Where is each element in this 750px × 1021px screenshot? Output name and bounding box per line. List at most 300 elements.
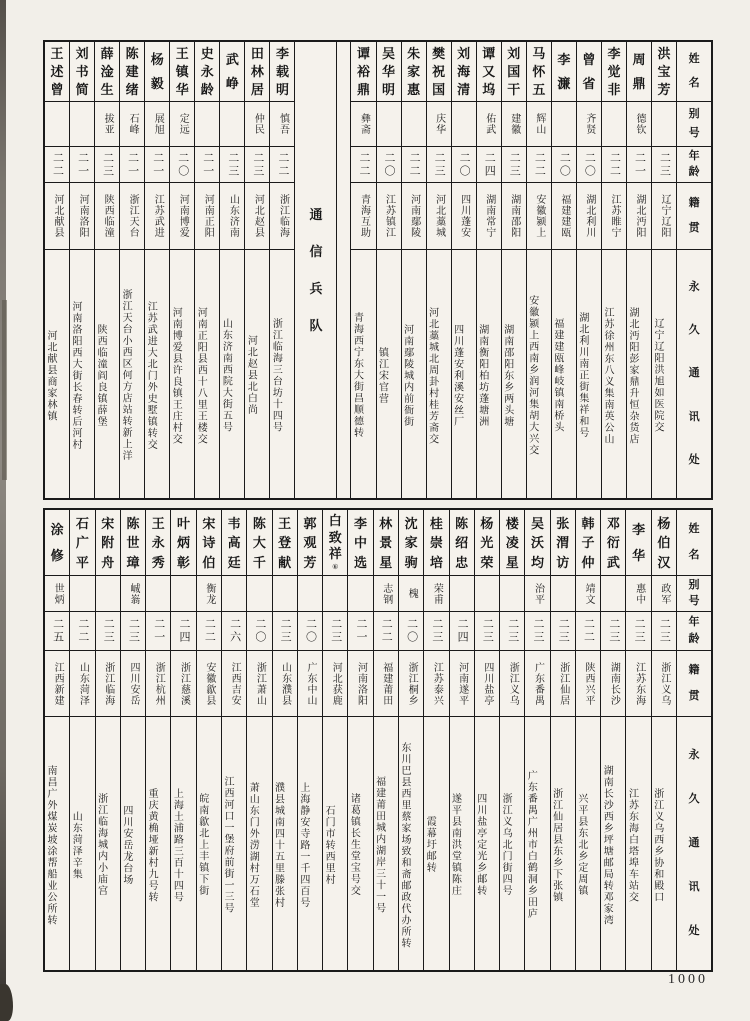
name-cell xyxy=(652,510,676,576)
person-column xyxy=(220,42,245,498)
vertical-text: 二二 xyxy=(408,151,421,178)
char: 洪 xyxy=(657,46,671,61)
vertical-text: 浙江慈溪 xyxy=(178,661,190,706)
address-cell xyxy=(627,250,651,498)
vertical-text: 齐贤 xyxy=(583,113,595,135)
char: 载 xyxy=(275,64,289,79)
char: 觉 xyxy=(607,64,621,79)
char: 武 xyxy=(225,52,239,67)
vertical-text: 河南遂平 xyxy=(456,661,468,706)
name-cell xyxy=(477,42,501,102)
char: 观 xyxy=(303,535,317,550)
person-column xyxy=(95,42,120,498)
vertical-text: 辽宁辽阳 xyxy=(659,194,671,238)
char: 献 xyxy=(278,554,292,570)
byname-cell xyxy=(195,102,219,147)
name-cell xyxy=(70,42,94,102)
person-column xyxy=(626,510,651,970)
vertical-text: 槐 xyxy=(406,588,418,599)
age-cell xyxy=(45,612,69,651)
vertical-text: 东川巴县西里蔡家场致和斋邮政代办所转 xyxy=(398,741,410,949)
char: 伯 xyxy=(657,535,671,550)
address-cell xyxy=(602,250,626,498)
char: 访 xyxy=(556,554,570,570)
vertical-text: 湖北利川南正街集祥和号 xyxy=(576,312,588,439)
origin-cell xyxy=(627,183,651,250)
address-cell xyxy=(351,250,375,498)
vertical-text: 广东中山 xyxy=(304,661,316,706)
name-cell xyxy=(323,510,347,576)
person-column xyxy=(652,510,677,970)
name-cell xyxy=(452,42,476,102)
char: 高 xyxy=(227,535,241,550)
vertical-text: 拔亚 xyxy=(102,113,114,135)
vertical-text: 青海互助 xyxy=(358,194,370,238)
person-column xyxy=(601,510,626,970)
byname-cell xyxy=(424,576,448,612)
char: 别 xyxy=(688,579,700,592)
vertical-text: 二三 xyxy=(430,618,443,644)
vertical-text: 二二 xyxy=(533,151,546,178)
vertical-text: 山东济南 xyxy=(227,194,239,238)
byname-cell xyxy=(273,576,297,612)
vertical-text: 二二 xyxy=(203,618,216,644)
vertical-text: 庆华 xyxy=(433,113,445,135)
char: 华 xyxy=(632,548,646,563)
age-cell xyxy=(95,147,119,183)
age-cell xyxy=(351,147,375,183)
vertical-text: 山东濮县 xyxy=(279,661,291,706)
age-cell xyxy=(247,612,271,651)
address-cell xyxy=(601,717,625,970)
char: 景 xyxy=(379,535,393,550)
header-address-label xyxy=(677,250,711,498)
vertical-text: 二三 xyxy=(658,151,671,178)
char: 邓 xyxy=(606,515,620,531)
vertical-text: 江苏徐州东八义集南英公山 xyxy=(601,306,613,445)
vertical-text: 广东番禺 xyxy=(532,661,544,706)
vertical-text: 河北献县商家林镇 xyxy=(45,329,56,422)
char: 永 xyxy=(151,535,165,550)
vertical-text: 诸葛镇长生堂宝号交 xyxy=(348,793,360,897)
vertical-text: 浙江义乌 xyxy=(507,661,519,706)
address-cell xyxy=(348,717,372,970)
char: 镇 xyxy=(175,64,189,79)
vertical-text: 上海土浦路三百十四号 xyxy=(171,787,183,903)
age-cell xyxy=(323,612,347,651)
char: 国 xyxy=(507,64,521,79)
address-cell xyxy=(171,717,195,970)
char: 华 xyxy=(382,64,396,79)
origin-cell xyxy=(452,183,476,250)
age-cell xyxy=(195,147,219,183)
vertical-text: 浙江义乌北门街四号 xyxy=(500,793,512,897)
vertical-text: 二一 xyxy=(151,151,164,178)
char: 姓 xyxy=(688,523,700,536)
char: 王 xyxy=(278,515,292,531)
address-cell xyxy=(96,717,120,970)
char: 均 xyxy=(530,554,544,570)
char: 荣 xyxy=(480,554,494,570)
origin-cell xyxy=(171,651,195,717)
vertical-text: 二〇 xyxy=(405,618,418,644)
char: 王 xyxy=(151,515,165,531)
address-cell xyxy=(70,717,94,970)
address-cell xyxy=(452,250,476,498)
address-cell xyxy=(270,250,294,498)
vertical-text: 上海静安寺路一千四百号 xyxy=(297,781,309,909)
byname-cell xyxy=(70,576,94,612)
vertical-text: 重庆黄桷垭新村九号转 xyxy=(146,787,158,903)
name-cell xyxy=(374,510,398,576)
byname-cell xyxy=(377,102,401,147)
vertical-text: 江苏武进 xyxy=(152,194,164,238)
vertical-text: 浙江临海三台坊十四号 xyxy=(270,318,282,433)
char: 忠 xyxy=(455,554,469,570)
scan-edge-artifact xyxy=(0,0,6,1021)
char: 鼎 xyxy=(632,76,646,91)
address-cell xyxy=(551,717,575,970)
vertical-text: 辉山 xyxy=(533,113,545,135)
vertical-text: 二二 xyxy=(76,618,89,644)
vertical-text: 世炳 xyxy=(52,582,64,605)
person-column xyxy=(552,42,577,498)
register-table-bottom xyxy=(43,508,713,972)
age-cell xyxy=(602,147,626,183)
person-column xyxy=(70,510,95,970)
origin-cell xyxy=(602,183,626,250)
char: 宋 xyxy=(101,515,115,531)
char: 宋 xyxy=(202,515,216,531)
byname-cell xyxy=(601,576,625,612)
address-cell xyxy=(576,717,600,970)
char: 处 xyxy=(688,925,700,937)
char: 中 xyxy=(354,535,368,550)
vertical-text: 陕西临潼阎良镇薛堡 xyxy=(95,323,107,428)
age-cell xyxy=(452,147,476,183)
vertical-text: 二三 xyxy=(101,151,114,178)
address-cell xyxy=(652,250,676,498)
byname-cell xyxy=(452,102,476,147)
person-column xyxy=(70,42,95,498)
person-column xyxy=(273,510,298,970)
name-cell xyxy=(399,510,423,576)
origin-cell xyxy=(273,651,297,717)
char: 居 xyxy=(250,82,264,97)
char: 名 xyxy=(688,548,700,561)
char: 马 xyxy=(532,46,546,61)
char: 龄 xyxy=(688,632,700,645)
address-cell xyxy=(399,717,423,970)
person-column xyxy=(500,510,525,970)
char: 仲 xyxy=(581,554,595,570)
vertical-text: 濮县城南四十五里滕张村 xyxy=(272,781,284,909)
vertical-text: 江西吉安 xyxy=(229,661,241,706)
char: 王 xyxy=(50,46,64,61)
origin-cell xyxy=(475,651,499,717)
vertical-text: 浙江桐乡 xyxy=(406,661,418,706)
vertical-text: 河南博爱 xyxy=(177,194,189,238)
age-cell xyxy=(500,612,524,651)
name-cell xyxy=(351,42,375,102)
address-cell xyxy=(377,250,401,498)
char: 建 xyxy=(125,64,139,79)
vertical-text: 二三 xyxy=(329,618,342,644)
vertical-text: 遂平县南洪堂镇陈庄 xyxy=(449,793,461,897)
vertical-text: 浙江仙居 xyxy=(557,661,569,706)
address-cell xyxy=(273,717,297,970)
vertical-text: 二四 xyxy=(178,618,191,644)
name-cell xyxy=(146,510,170,576)
person-column xyxy=(502,42,527,498)
person-column xyxy=(195,42,220,498)
vertical-text: 二〇 xyxy=(383,151,396,178)
address-cell xyxy=(45,717,69,970)
vertical-text: 四川蓬安 xyxy=(458,194,470,238)
address-cell xyxy=(245,250,269,498)
age-cell xyxy=(601,612,625,651)
origin-cell xyxy=(477,183,501,250)
vertical-text: 浙江临海 xyxy=(277,194,289,238)
vertical-text: 青海西宁东大街昌顺德转 xyxy=(351,312,363,439)
person-column xyxy=(576,510,601,970)
name-cell xyxy=(245,42,269,102)
name-cell xyxy=(197,510,221,576)
address-cell xyxy=(374,717,398,970)
age-cell xyxy=(145,147,169,183)
char: 光 xyxy=(480,535,494,550)
char: 沈 xyxy=(404,515,418,531)
char: 伯 xyxy=(202,554,216,570)
char: 李 xyxy=(632,522,646,537)
origin-cell xyxy=(652,183,676,250)
unit-label xyxy=(295,42,336,498)
name-cell xyxy=(45,42,69,102)
empty-cell xyxy=(337,42,350,498)
address-cell xyxy=(220,250,244,498)
char: 张 xyxy=(556,515,570,531)
name-cell xyxy=(95,42,119,102)
person-column xyxy=(525,510,550,970)
char: 崇 xyxy=(429,535,443,550)
byname-cell xyxy=(552,102,576,147)
char: 通 xyxy=(309,207,323,222)
vertical-text: 福建建瓯峰岐镇南桥头 xyxy=(551,318,563,433)
char: 李 xyxy=(275,46,289,61)
char: 吴 xyxy=(530,515,544,531)
vertical-text: 湖南衡阳柏坊蓬塘洲 xyxy=(476,323,488,428)
char: 濂 xyxy=(557,76,571,91)
age-cell xyxy=(121,612,145,651)
address-cell xyxy=(170,250,194,498)
vertical-text: 河南鄢陵城内前衙街 xyxy=(401,323,413,428)
byname-cell xyxy=(402,102,426,147)
vertical-text: 安徽颍上 xyxy=(533,194,545,238)
person-column xyxy=(402,42,427,498)
header-origin-label xyxy=(677,183,711,250)
char: 明 xyxy=(382,82,396,97)
char: 舟 xyxy=(101,554,115,570)
char: 龄 xyxy=(688,165,700,178)
name-cell xyxy=(527,42,551,102)
char: 裕 xyxy=(356,64,370,79)
vertical-text: 江苏东海白塔埠车站交 xyxy=(626,787,638,903)
vertical-text: 二〇 xyxy=(458,151,471,178)
char: 凌 xyxy=(505,535,519,550)
vertical-text: 二〇 xyxy=(176,151,189,178)
vertical-text: 建徽 xyxy=(508,113,520,135)
byname-cell xyxy=(197,576,221,612)
char: 炳 xyxy=(177,535,191,550)
char: 修 xyxy=(50,548,64,563)
person-column xyxy=(197,510,222,970)
name-cell xyxy=(475,510,499,576)
vertical-text: 二一 xyxy=(126,151,139,178)
vertical-text: 慎吾 xyxy=(277,113,289,135)
vertical-text: 二四 xyxy=(456,618,469,644)
age-cell xyxy=(576,612,600,651)
vertical-text: 山东菏泽 xyxy=(77,661,89,706)
vertical-text: 二三 xyxy=(481,618,494,644)
person-column xyxy=(323,510,348,970)
origin-cell xyxy=(146,651,170,717)
address-cell xyxy=(652,717,676,970)
person-column xyxy=(424,510,449,970)
address-cell xyxy=(525,717,549,970)
address-cell xyxy=(146,717,170,970)
char: 峥 xyxy=(225,76,239,91)
vertical-text: 安徽歙县 xyxy=(203,661,215,706)
char: 桂 xyxy=(429,515,443,531)
vertical-text: 峸嵡 xyxy=(127,582,139,605)
char: 大 xyxy=(252,535,266,550)
byname-cell xyxy=(577,102,601,147)
char: 年 xyxy=(688,616,700,629)
origin-cell xyxy=(502,183,526,250)
byname-cell xyxy=(220,102,244,147)
vertical-text: 四川盐亭定光乡邮转 xyxy=(474,793,486,897)
age-cell xyxy=(245,147,269,183)
age-cell xyxy=(120,147,144,183)
char: 曾 xyxy=(50,82,64,97)
vertical-text: 河南正阳县西十八里王楼交 xyxy=(195,306,207,445)
vertical-text: 二〇 xyxy=(558,151,571,178)
person-column xyxy=(146,510,171,970)
name-cell xyxy=(170,42,194,102)
page-number: 1000 xyxy=(668,972,708,987)
origin-cell xyxy=(195,183,219,250)
char: 鼎 xyxy=(356,82,370,97)
char: 杨 xyxy=(480,515,494,531)
name-cell xyxy=(70,510,94,576)
vertical-text: 彝斋 xyxy=(358,113,370,135)
name-note: ⑥ xyxy=(332,563,339,572)
origin-cell xyxy=(551,651,575,717)
person-column xyxy=(602,42,627,498)
vertical-text: 皖南歙北上丰镇下街 xyxy=(196,793,208,897)
char: 林 xyxy=(379,515,393,531)
char: 樊 xyxy=(432,46,446,61)
name-cell xyxy=(222,510,246,576)
origin-cell xyxy=(402,183,426,250)
vertical-text: 二一 xyxy=(76,151,89,178)
char: 国 xyxy=(432,82,446,97)
vertical-text: 衡龙 xyxy=(203,582,215,605)
person-column xyxy=(399,510,424,970)
char: 曾 xyxy=(582,52,596,67)
address-cell xyxy=(298,717,322,970)
vertical-text: 荣甫 xyxy=(431,582,443,605)
vertical-text: 江西河口一堡府前街一三号 xyxy=(221,776,233,914)
byname-cell xyxy=(222,576,246,612)
name-cell xyxy=(121,510,145,576)
origin-cell xyxy=(270,183,294,250)
char: 讯 xyxy=(688,881,700,893)
origin-cell xyxy=(45,651,69,717)
vertical-text: 二一 xyxy=(355,618,368,644)
char: 龄 xyxy=(200,82,214,97)
origin-cell xyxy=(247,651,271,717)
address-cell xyxy=(527,250,551,498)
char: 周 xyxy=(632,52,646,67)
address-cell xyxy=(450,717,474,970)
char: 永 xyxy=(688,281,700,294)
name-cell xyxy=(348,510,372,576)
header-byname-label xyxy=(677,576,711,612)
address-cell xyxy=(95,250,119,498)
header-name-label xyxy=(677,510,711,576)
char: 籍 xyxy=(688,664,700,677)
name-cell xyxy=(427,42,451,102)
char: 祥 xyxy=(328,546,342,562)
vertical-text: 湖北沔阳 xyxy=(634,194,645,238)
age-cell xyxy=(96,612,120,651)
person-column xyxy=(270,42,295,498)
person-column xyxy=(348,510,373,970)
age-cell xyxy=(552,147,576,183)
char: 非 xyxy=(607,82,621,97)
name-cell xyxy=(602,42,626,102)
address-cell xyxy=(477,250,501,498)
vertical-text: 江西新建 xyxy=(52,661,64,706)
char: 队 xyxy=(309,318,323,333)
vertical-text: 湖北沔阳彭家鼎升恒杂货店 xyxy=(626,306,638,445)
char: 家 xyxy=(404,535,418,550)
name-cell xyxy=(652,42,676,102)
char: 白 xyxy=(328,512,342,528)
vertical-text: 二三 xyxy=(633,618,646,644)
char: 贯 xyxy=(688,689,700,702)
age-cell xyxy=(477,147,501,183)
vertical-text: 河北藁城北周卦村桂芳斋交 xyxy=(426,306,438,445)
vertical-text: 浙江义乌 xyxy=(658,661,670,706)
person-column xyxy=(171,510,196,970)
vertical-text: 山东济南西院大街五号 xyxy=(220,318,232,433)
vertical-text: 浙江临海城内小庙宫 xyxy=(95,793,107,897)
person-column xyxy=(121,510,146,970)
vertical-text: 山东菏泽辛集 xyxy=(70,810,82,880)
age-cell xyxy=(475,612,499,651)
origin-cell xyxy=(424,651,448,717)
char: 林 xyxy=(250,64,264,79)
origin-cell xyxy=(121,651,145,717)
address-cell xyxy=(323,717,347,970)
vertical-text: 二二 xyxy=(276,151,289,178)
vertical-text: 二二 xyxy=(582,618,595,644)
vertical-text: 四川安岳 xyxy=(127,661,139,706)
name-cell xyxy=(195,42,219,102)
char: 永 xyxy=(200,64,214,79)
